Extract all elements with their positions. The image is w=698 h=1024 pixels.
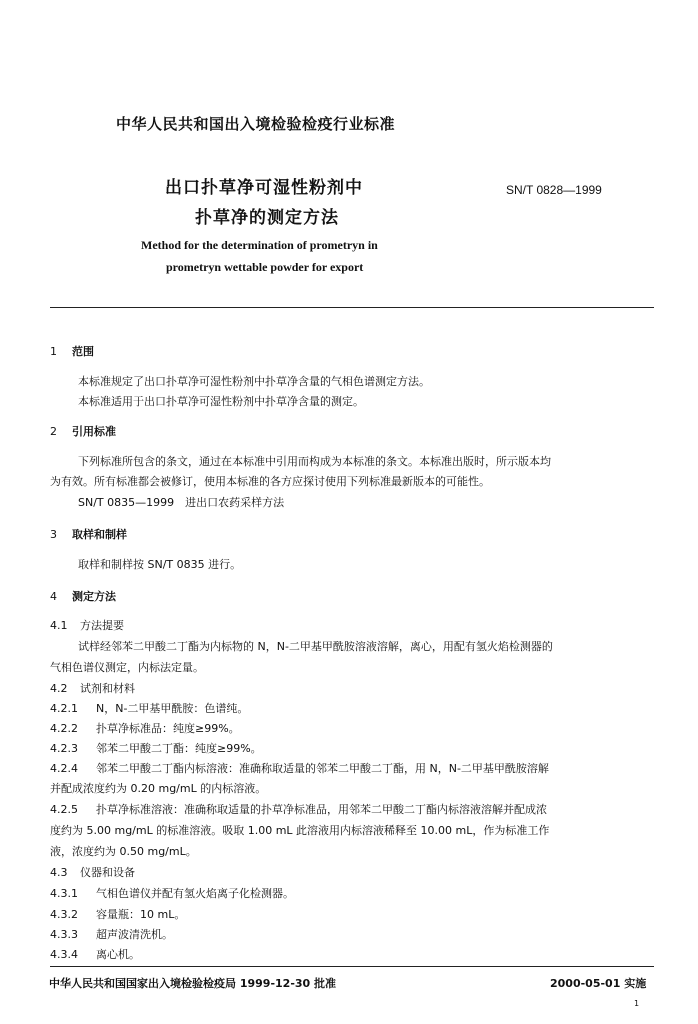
item-number: 4.2.1 (50, 702, 78, 715)
section-3-paragraph: 取样和制样按 SN/T 0835 进行。 (78, 558, 242, 571)
section-number: 2 (50, 425, 57, 438)
item-text: 超声波清洗机。 (96, 928, 173, 941)
item-4-2-4 (50, 760, 549, 776)
title-divider (50, 307, 654, 308)
item-4-3-1 (50, 885, 294, 901)
item-4-2-3 (50, 740, 262, 756)
effective-date: 2000-05-01 实施 (550, 977, 647, 990)
item-text: N，N-二甲基甲酰胺：色谱纯。 (96, 702, 249, 715)
item-4-2-1 (50, 700, 248, 716)
subsection-number: 4.1 (50, 619, 68, 632)
section-title: 测定方法 (72, 590, 116, 603)
item-text: 扑草净标准品：纯度≥99%。 (96, 722, 240, 735)
item-number: 4.3.4 (50, 948, 78, 961)
subsection-4-3-heading (50, 864, 135, 880)
subsection-number: 4.3 (50, 866, 68, 879)
section-2-reference: SN/T 0835—1999 进出口农药采样方法 (78, 496, 285, 509)
section-3-heading (50, 526, 127, 542)
subsection-number: 4.2 (50, 682, 68, 695)
section-4-heading (50, 588, 116, 604)
english-title-line2: prometryn wettable powder for export (166, 260, 364, 274)
item-4-3-2 (50, 906, 185, 922)
item-text: 扑草净标准溶液：准确称取适量的扑草净标准品，用邻苯二甲酸二丁酯内标溶液溶解并配成浓 (96, 803, 547, 816)
standard-header: 中华人民共和国出入境检验检疫行业标准 (116, 115, 396, 133)
item-4-2-5-continued-2: 液，浓度约为 0.50 mg/mL。 (50, 845, 197, 858)
document-title-line2: 扑草净的测定方法 (195, 208, 339, 228)
section-1-paragraph-1: 本标准规定了出口扑草净可湿性粉剂中扑草净含量的气相色谱测定方法。 (78, 375, 430, 388)
item-4-3-4 (50, 946, 140, 962)
footer-divider (50, 966, 654, 967)
item-number: 4.2.5 (50, 803, 78, 816)
subsection-4-1-line-1: 试样经邻苯二甲酸二丁酯为内标物的 N，N-二甲基甲酰胺溶液溶解，离心，用配有氢火焰检测器的 (78, 640, 553, 653)
item-number: 4.3.2 (50, 908, 78, 921)
item-4-2-2 (50, 720, 240, 736)
item-4-2-4-continued: 并配成浓度约为 0.20 mg/mL 的内标溶液。 (50, 782, 267, 795)
subsection-4-2-heading (50, 680, 135, 696)
item-text: 容量瓶：10 mL。 (96, 908, 186, 921)
section-number: 1 (50, 345, 57, 358)
item-text: 离心机。 (96, 948, 140, 961)
section-title: 范围 (72, 345, 94, 358)
item-4-3-3 (50, 926, 173, 942)
section-1-heading (50, 343, 94, 359)
section-1-paragraph-2: 本标准适用于出口扑草净可湿性粉剂中扑草净含量的测定。 (78, 395, 364, 408)
item-number: 4.2.4 (50, 762, 78, 775)
item-text: 邻苯二甲酸二丁酯：纯度≥99%。 (96, 742, 262, 755)
subsection-title: 仪器和设备 (80, 866, 135, 879)
item-number: 4.2.2 (50, 722, 78, 735)
section-title: 引用标准 (72, 425, 116, 438)
section-2-paragraph-line-2: 为有效。所有标准都会被修订，使用本标准的各方应探讨使用下列标准最新版本的可能性。 (50, 475, 490, 488)
item-text: 气相色谱仪并配有氢火焰离子化检测器。 (96, 887, 294, 900)
standard-code: SN/T 0828—1999 (506, 183, 602, 197)
subsection-4-1-heading (50, 617, 124, 633)
approval-text: 中华人民共和国国家出入境检验检疫局 1999-12-30 批准 (49, 977, 337, 990)
item-4-2-5-continued-1: 度约为 5.00 mg/mL 的标准溶液。吸取 1.00 mL 此溶液用内标溶液稀释至 10.00 mL，作为标准工作 (50, 824, 550, 837)
subsection-title: 方法提要 (80, 619, 124, 632)
subsection-title: 试剂和材料 (80, 682, 135, 695)
subsection-4-1-line-2: 气相色谱仪测定，内标法定量。 (50, 661, 204, 674)
item-text: 邻苯二甲酸二丁酯内标溶液：准确称取适量的邻苯二甲酸二丁酯，用 N，N-二甲基甲酰胺溶解 (96, 762, 549, 775)
page-number: 1 (634, 999, 640, 1008)
section-2-heading (50, 423, 116, 439)
section-2-paragraph-line-1: 下列标准所包含的条文，通过在本标准中引用而构成为本标准的条文。本标准出版时，所示版本均 (78, 455, 551, 468)
section-number: 4 (50, 590, 57, 603)
item-number: 4.3.3 (50, 928, 78, 941)
item-number: 4.3.1 (50, 887, 78, 900)
document-title-line1: 出口扑草净可湿性粉剂中 (165, 178, 363, 198)
item-number: 4.2.3 (50, 742, 78, 755)
item-4-2-5 (50, 801, 547, 817)
english-title-line1: Method for the determination of prometryn in (141, 238, 378, 252)
section-title: 取样和制样 (72, 528, 127, 541)
section-number: 3 (50, 528, 57, 541)
